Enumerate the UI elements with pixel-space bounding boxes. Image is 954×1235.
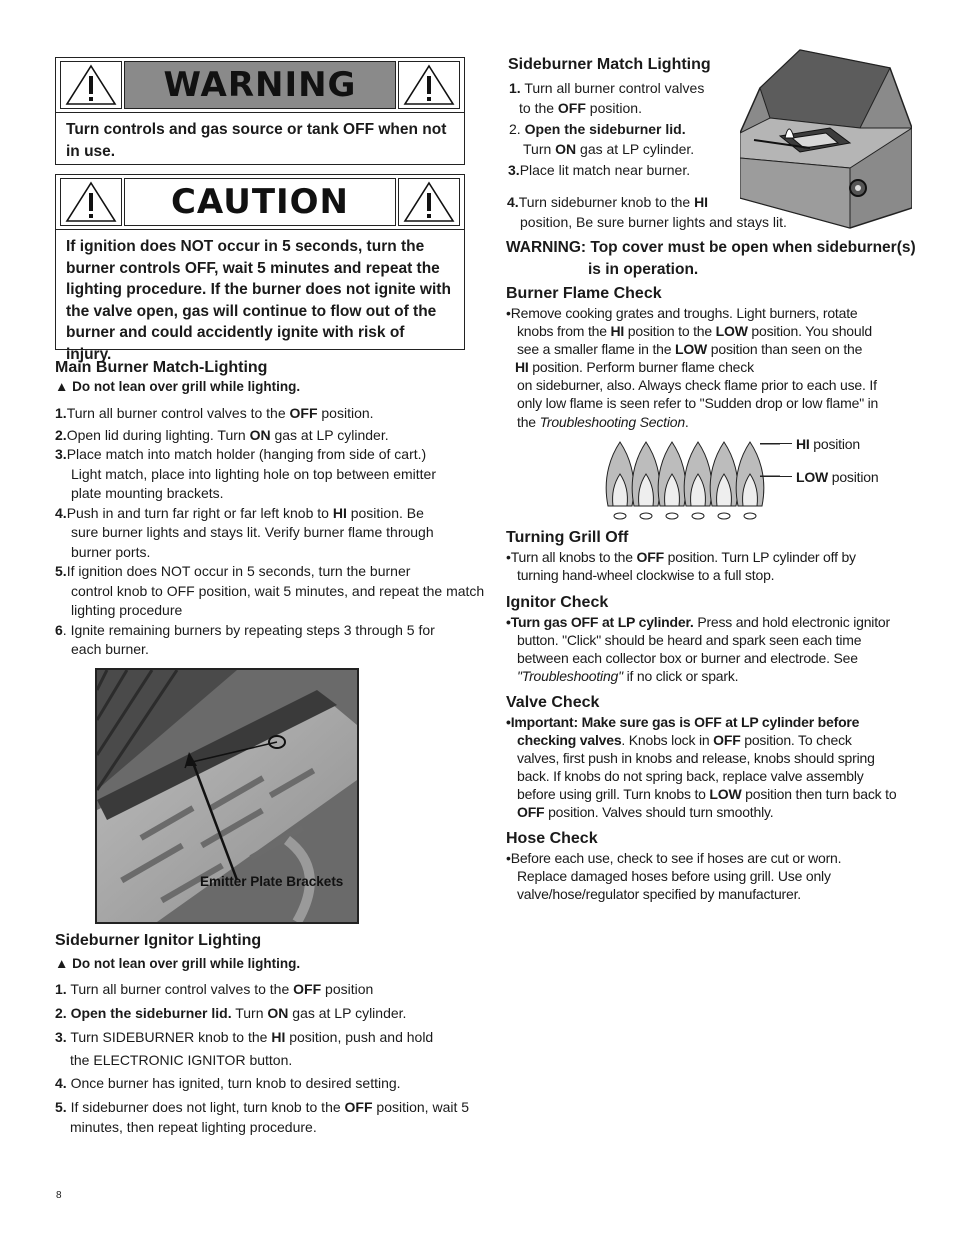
warning-title: WARNING bbox=[124, 61, 396, 109]
sb-step-1-cont: to the OFF position. bbox=[519, 99, 642, 116]
sb-step-1: 1. Turn all burner control valves bbox=[509, 80, 705, 96]
flame-check-section bbox=[506, 284, 926, 432]
sb-step-3: 3.Place lit match near burner. bbox=[508, 162, 691, 178]
main-step-3-cont: Light match, place into lighting hole on top between emitter bbox=[71, 465, 437, 482]
warning-triangle-icon bbox=[398, 61, 460, 109]
valve-check-line: valves, first push in knobs and release, knobs should spring bbox=[517, 750, 875, 766]
main-burner-heading: Main Burner Match-Lighting bbox=[55, 359, 268, 376]
hose-check-line: valve/hose/regulator specified by manufacturer. bbox=[517, 886, 801, 902]
flame-check-line: knobs from the HI position to the LOW position. You should bbox=[517, 323, 872, 339]
caution-triangle-icon bbox=[60, 178, 122, 226]
flame-low-label: LOW position bbox=[796, 469, 879, 485]
valve-check-line: back. If knobs do not spring back, replace valve assembly bbox=[517, 768, 864, 784]
flame-check-line: on sideburner, also. Always check flame prior to each use. If bbox=[517, 377, 877, 393]
caution-triangle-icon bbox=[398, 178, 460, 226]
main-step-5-cont: control knob to OFF position, wait 5 minutes, and repeat the match bbox=[71, 582, 485, 599]
sb-step-4: 4.Turn sideburner knob to the HI bbox=[507, 194, 709, 210]
caution-title: CAUTION bbox=[124, 178, 396, 226]
main-step-2: 2.Open lid during lighting. Turn ON gas at LP cylinder. bbox=[55, 426, 389, 443]
valve-check-line: •Important: Make sure gas is OFF at LP cylinder before bbox=[506, 714, 860, 730]
sb-step-2-cont: Turn ON gas at LP cylinder. bbox=[523, 140, 695, 157]
sideburner-match-heading: Sideburner Match Lighting bbox=[508, 56, 711, 73]
main-step-4: 4.Push in and turn far right or far left knob to HI position. Be bbox=[55, 504, 424, 521]
flame-hi-label: HI position bbox=[796, 436, 860, 452]
ignitor-step-2: 2. Open the sideburner lid. Turn ON gas at LP cylinder. bbox=[55, 1005, 407, 1021]
hose-check-heading: Hose Check bbox=[506, 830, 598, 847]
grill-off-line: turning hand-wheel clockwise to a full stop. bbox=[517, 567, 775, 583]
top-cover-warning-line2: is in operation. bbox=[588, 261, 699, 278]
sb-step-2: 2. Open the sideburner lid. bbox=[509, 121, 686, 137]
hose-check-line: •Before each use, check to see if hoses are cut or worn. bbox=[506, 850, 842, 866]
warning-text: Turn controls and gas source or tank OFF when not in use. bbox=[66, 121, 447, 160]
ignitor-check-heading: Ignitor Check bbox=[506, 594, 609, 611]
valve-check-line: before using grill. Turn knobs to LOW position then turn back to bbox=[517, 786, 897, 802]
flame-check-line: see a smaller flame in the LOW position than seen on the bbox=[517, 341, 863, 357]
emitter-plate-photo bbox=[95, 668, 359, 924]
ignitor-step-4: 4. Once burner has ignited, turn knob to desired setting. bbox=[55, 1075, 401, 1091]
ignitor-step-5-cont: minutes, then repeat lighting procedure. bbox=[70, 1118, 317, 1135]
flame-low-line bbox=[760, 476, 792, 477]
sb-step-4-cont: position, Be sure burner lights and stays lit. bbox=[520, 214, 787, 230]
flame-diagram bbox=[600, 436, 780, 526]
warning-banner bbox=[56, 58, 464, 113]
main-step-3-cont: plate mounting brackets. bbox=[71, 485, 224, 501]
main-step-4-cont: sure burner lights and stays lit. Verify burner flame through bbox=[71, 524, 434, 540]
ignitor-check-line: between each collector box or burner and electrode. See bbox=[517, 650, 858, 666]
flame-hi-line bbox=[760, 443, 792, 444]
main-step-1: 1.Turn all burner control valves to the OFF position. bbox=[55, 405, 374, 421]
ignitor-step-5: 5. If sideburner does not light, turn knob to the OFF position, wait 5 bbox=[55, 1099, 470, 1115]
emitter-plate-label: Emitter Plate Brackets bbox=[200, 874, 344, 889]
top-cover-warning bbox=[506, 237, 926, 281]
grill-off-section bbox=[506, 528, 926, 584]
sideburner-illustration bbox=[740, 48, 912, 230]
ignitor-step-3-cont: the ELECTRONIC IGNITOR button. bbox=[70, 1052, 293, 1068]
flame-check-line: HI position. Perform burner flame check bbox=[515, 359, 754, 375]
caution-text: If ignition does NOT occur in 5 seconds, turn the burner controls OFF, wait 5 minutes and repeat the lighting procedure. If the burner does not ignite with the valve open, gas will continue to flow out of the burner and could accidently ignite with risk of injury. bbox=[66, 238, 451, 363]
main-step-4-cont: burner ports. bbox=[71, 543, 151, 560]
main-burner-section bbox=[55, 358, 495, 660]
sideburner-ignitor-section bbox=[55, 931, 495, 1137]
main-step-6-cont: each burner. bbox=[71, 641, 149, 657]
caution-box bbox=[55, 174, 465, 363]
warning-triangle-icon bbox=[60, 61, 122, 109]
ignitor-step-3: 3. Turn SIDEBURNER knob to the HI position, push and hold bbox=[55, 1029, 434, 1045]
flame-check-line: the Troubleshooting Section. bbox=[517, 414, 689, 430]
valve-check-section bbox=[506, 693, 926, 821]
main-burner-note: ▲ Do not lean over grill while lighting. bbox=[55, 379, 301, 394]
ignitor-step-1: 1. Turn all burner control valves to the OFF position bbox=[55, 981, 374, 997]
ignitor-check-line: •Turn gas OFF at LP cylinder. Press and hold electronic ignitor bbox=[506, 614, 890, 630]
ignitor-check-line: "Troubleshooting" if no click or spark. bbox=[517, 668, 739, 684]
main-step-5: 5.If ignition does NOT occur in 5 seconds, turn the burner bbox=[55, 563, 411, 579]
ignitor-check-section bbox=[506, 593, 926, 685]
main-step-6: 6. Ignite remaining burners by repeating steps 3 through 5 for bbox=[55, 621, 435, 638]
grill-off-heading: Turning Grill Off bbox=[506, 529, 629, 546]
valve-check-line: OFF position. Valves should turn smoothly. bbox=[517, 804, 774, 820]
grill-off-line: •Turn all knobs to the OFF position. Turn LP cylinder off by bbox=[506, 549, 856, 565]
flame-check-line: •Remove cooking grates and troughs. Light burners, rotate bbox=[506, 305, 858, 321]
valve-check-heading: Valve Check bbox=[506, 694, 600, 711]
page-number: 8 bbox=[56, 1190, 62, 1201]
ignitor-check-line: button. "Click" should be heard and spark seen each time bbox=[517, 632, 862, 648]
hose-check-section bbox=[506, 829, 926, 903]
main-step-3: 3.Place match into match holder (hanging from side of cart.) bbox=[55, 446, 427, 462]
warning-box bbox=[55, 57, 465, 165]
main-step-5-cont: lighting procedure bbox=[71, 602, 183, 618]
ignitor-lighting-note: ▲ Do not lean over grill while lighting. bbox=[55, 956, 301, 971]
caution-banner bbox=[56, 175, 464, 230]
flame-check-line: only low flame is seen refer to "Sudden drop or low flame" in bbox=[517, 395, 879, 411]
valve-check-line: checking valves. Knobs lock in OFF position. To check bbox=[517, 732, 852, 748]
ignitor-lighting-heading: Sideburner Ignitor Lighting bbox=[55, 932, 262, 949]
top-cover-warning-line1: WARNING: Top cover must be open when sideburner(s) bbox=[506, 239, 916, 256]
sideburner-match-section bbox=[506, 55, 746, 181]
flame-check-heading: Burner Flame Check bbox=[506, 285, 662, 302]
hose-check-line: Replace damaged hoses before using grill. Use only bbox=[517, 868, 831, 884]
